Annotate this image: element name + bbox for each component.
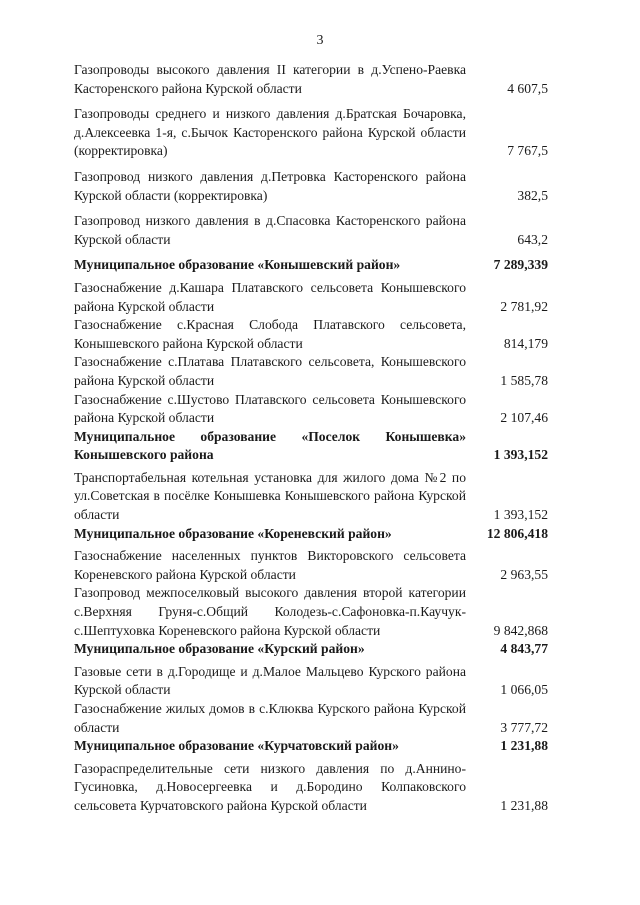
project-description: Газопровод межпоселковый высокого давления второй категории с.Верхняя Груня-с.Общий Колодезь-с.Сафоновка-п.Каучук-с.Шептуховка Кореневского района Курской области [74, 585, 466, 638]
project-description: Газораспределительные сети низкого давления по д.Аннино-Гусиновка, д.Новосергеевка и д.Бородино Колпаковского сельсовета Курчатовского района Курской области [74, 760, 466, 813]
municipality-total: 4 843,77 [500, 641, 548, 657]
municipality-heading [74, 428, 548, 465]
project-description: Транспортабельная котельная установка для жилого дома №2 по ул.Советская в посёлке Конышевка Конышевского района Курской области [74, 469, 466, 523]
municipality-total: 12 806,418 [486, 525, 548, 541]
document-body [74, 61, 548, 816]
project-description: Газоснабжение населенных пунктов Викторовского сельсовета Кореневского района Курской области [74, 548, 466, 582]
municipality-name: Муниципальное образование «Кореневский район» [74, 525, 392, 541]
project-amount: 1 066,05 [500, 682, 548, 698]
table-row [74, 353, 548, 390]
municipality-heading [74, 640, 548, 659]
table-row [74, 212, 548, 249]
project-amount: 7 767,5 [507, 143, 548, 159]
table-row [74, 700, 548, 737]
project-description: Газоснабжение с.Красная Слобода Платавского сельсовета, Конышевского района Курской области [74, 317, 466, 351]
municipality-name: Муниципальное образование «Конышевский район» [74, 257, 401, 273]
page-number: 3 [316, 33, 324, 48]
table-row [74, 279, 548, 316]
municipality-name: Муниципальное образование «Курский район» [74, 641, 365, 657]
project-amount: 2 963,55 [500, 566, 548, 582]
project-description: Газоснабжение с.Шустово Платавского сельсовета Конышевского района Курской области [74, 391, 466, 426]
project-description: Газоснабжение с.Платава Платавского сельсовета, Конышевского района Курской области [74, 354, 466, 388]
project-description: Газопроводы среднего и низкого давления д.Братская Бочаровка, д.Алексеевка 1-я, с.Бычок Касторенского района Курской области (корректировка) [74, 106, 466, 159]
project-description: Газопроводы высокого давления II категории в д.Успено-Раевка Касторенского района Курской области [74, 62, 466, 96]
municipality-heading [74, 256, 548, 275]
project-amount: 643,2 [517, 231, 548, 247]
table-row [74, 547, 548, 584]
municipality-name: Муниципальное образование «Курчатовский район» [74, 738, 399, 754]
municipality-total: 1 393,152 [493, 447, 548, 463]
table-row [74, 61, 548, 98]
table-row [74, 391, 548, 428]
project-amount: 1 393,152 [493, 507, 548, 523]
municipality-total: 7 289,339 [493, 257, 548, 273]
project-amount: 2 107,46 [500, 410, 548, 426]
project-description: Газовые сети в д.Городище и д.Малое Мальцево Курского района Курской области [74, 663, 466, 698]
table-row [74, 760, 548, 816]
project-amount: 4 607,5 [507, 80, 548, 96]
table-row [74, 316, 548, 353]
project-amount: 382,5 [517, 187, 548, 203]
project-amount: 1 231,88 [500, 797, 548, 813]
project-description: Газоснабжение д.Кашара Платавского сельсовета Конышевского района Курской области [74, 279, 466, 314]
table-row [74, 105, 548, 161]
municipality-total: 1 231,88 [500, 738, 548, 754]
municipality-heading [74, 525, 548, 544]
table-row [74, 584, 548, 640]
municipality-name: Муниципальное образование «Поселок Конышевка» Конышевского района [74, 428, 466, 463]
project-amount: 9 842,868 [493, 622, 548, 638]
table-row [74, 168, 548, 205]
table-row [74, 469, 548, 525]
project-amount: 3 777,72 [500, 719, 548, 735]
municipality-heading [74, 737, 548, 756]
project-amount: 814,179 [503, 335, 548, 351]
project-description: Газопровод низкого давления д.Петровка Касторенского района Курской области (корректировка) [74, 168, 466, 203]
project-amount: 2 781,92 [500, 298, 548, 314]
project-description: Газоснабжение жилых домов в с.Клюква Курского района Курской области [74, 701, 466, 735]
table-row [74, 663, 548, 700]
project-amount: 1 585,78 [500, 372, 548, 388]
project-description: Газопровод низкого давления в д.Спасовка Касторенского района Курской области [74, 213, 466, 247]
